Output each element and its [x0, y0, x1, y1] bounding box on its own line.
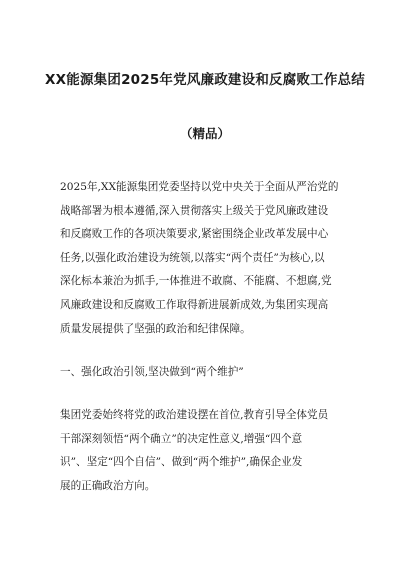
document-title: XX能源集团2025年党风廉政建设和反腐败工作总结	[45, 72, 365, 88]
paragraph-line: 集团党委始终将党的政治建设摆在首位,教育引导全体党员	[60, 409, 329, 421]
paragraph-line: 干部深刻领悟“两个确立”的决定性意义,增强“四个意	[60, 432, 303, 445]
section-paragraph	[60, 404, 350, 498]
paragraph-line: 识”、坚定“四个自信”、做到“两个维护”,确保企业发	[60, 456, 303, 469]
paragraph-line: 展的正确政治方向。	[60, 479, 156, 492]
paragraph-line: 质量发展提供了坚强的政治和纪律保障。	[60, 322, 251, 335]
section-heading	[60, 361, 350, 385]
document-subtitle: （精品）	[179, 126, 230, 141]
paragraph-line: 深化标本兼治为抓手,一体推进不敢腐、不能腐、不想腐,党	[60, 275, 332, 288]
paragraph-line: 和反腐败工作的各项决策要求,紧密围绕企业改革发展中心	[60, 228, 329, 241]
paragraph-line: 战略部署为根本遵循,深入贯彻落实上级关于党风廉政建设	[60, 204, 329, 217]
paragraph-line: 风廉政建设和反腐败工作取得新进展新成效,为集团实现高	[60, 298, 329, 311]
paragraph-line: 任务,以强化政治建设为统领,以落实“两个责任”为核心,以	[60, 251, 325, 264]
intro-paragraph	[60, 176, 350, 341]
section-heading-text: 一、强化政治引领,坚决做到“两个维护”	[60, 366, 244, 378]
paragraph-line: 2025年,XX能源集团党委坚持以党中央关于全面从严治党的	[60, 181, 339, 193]
